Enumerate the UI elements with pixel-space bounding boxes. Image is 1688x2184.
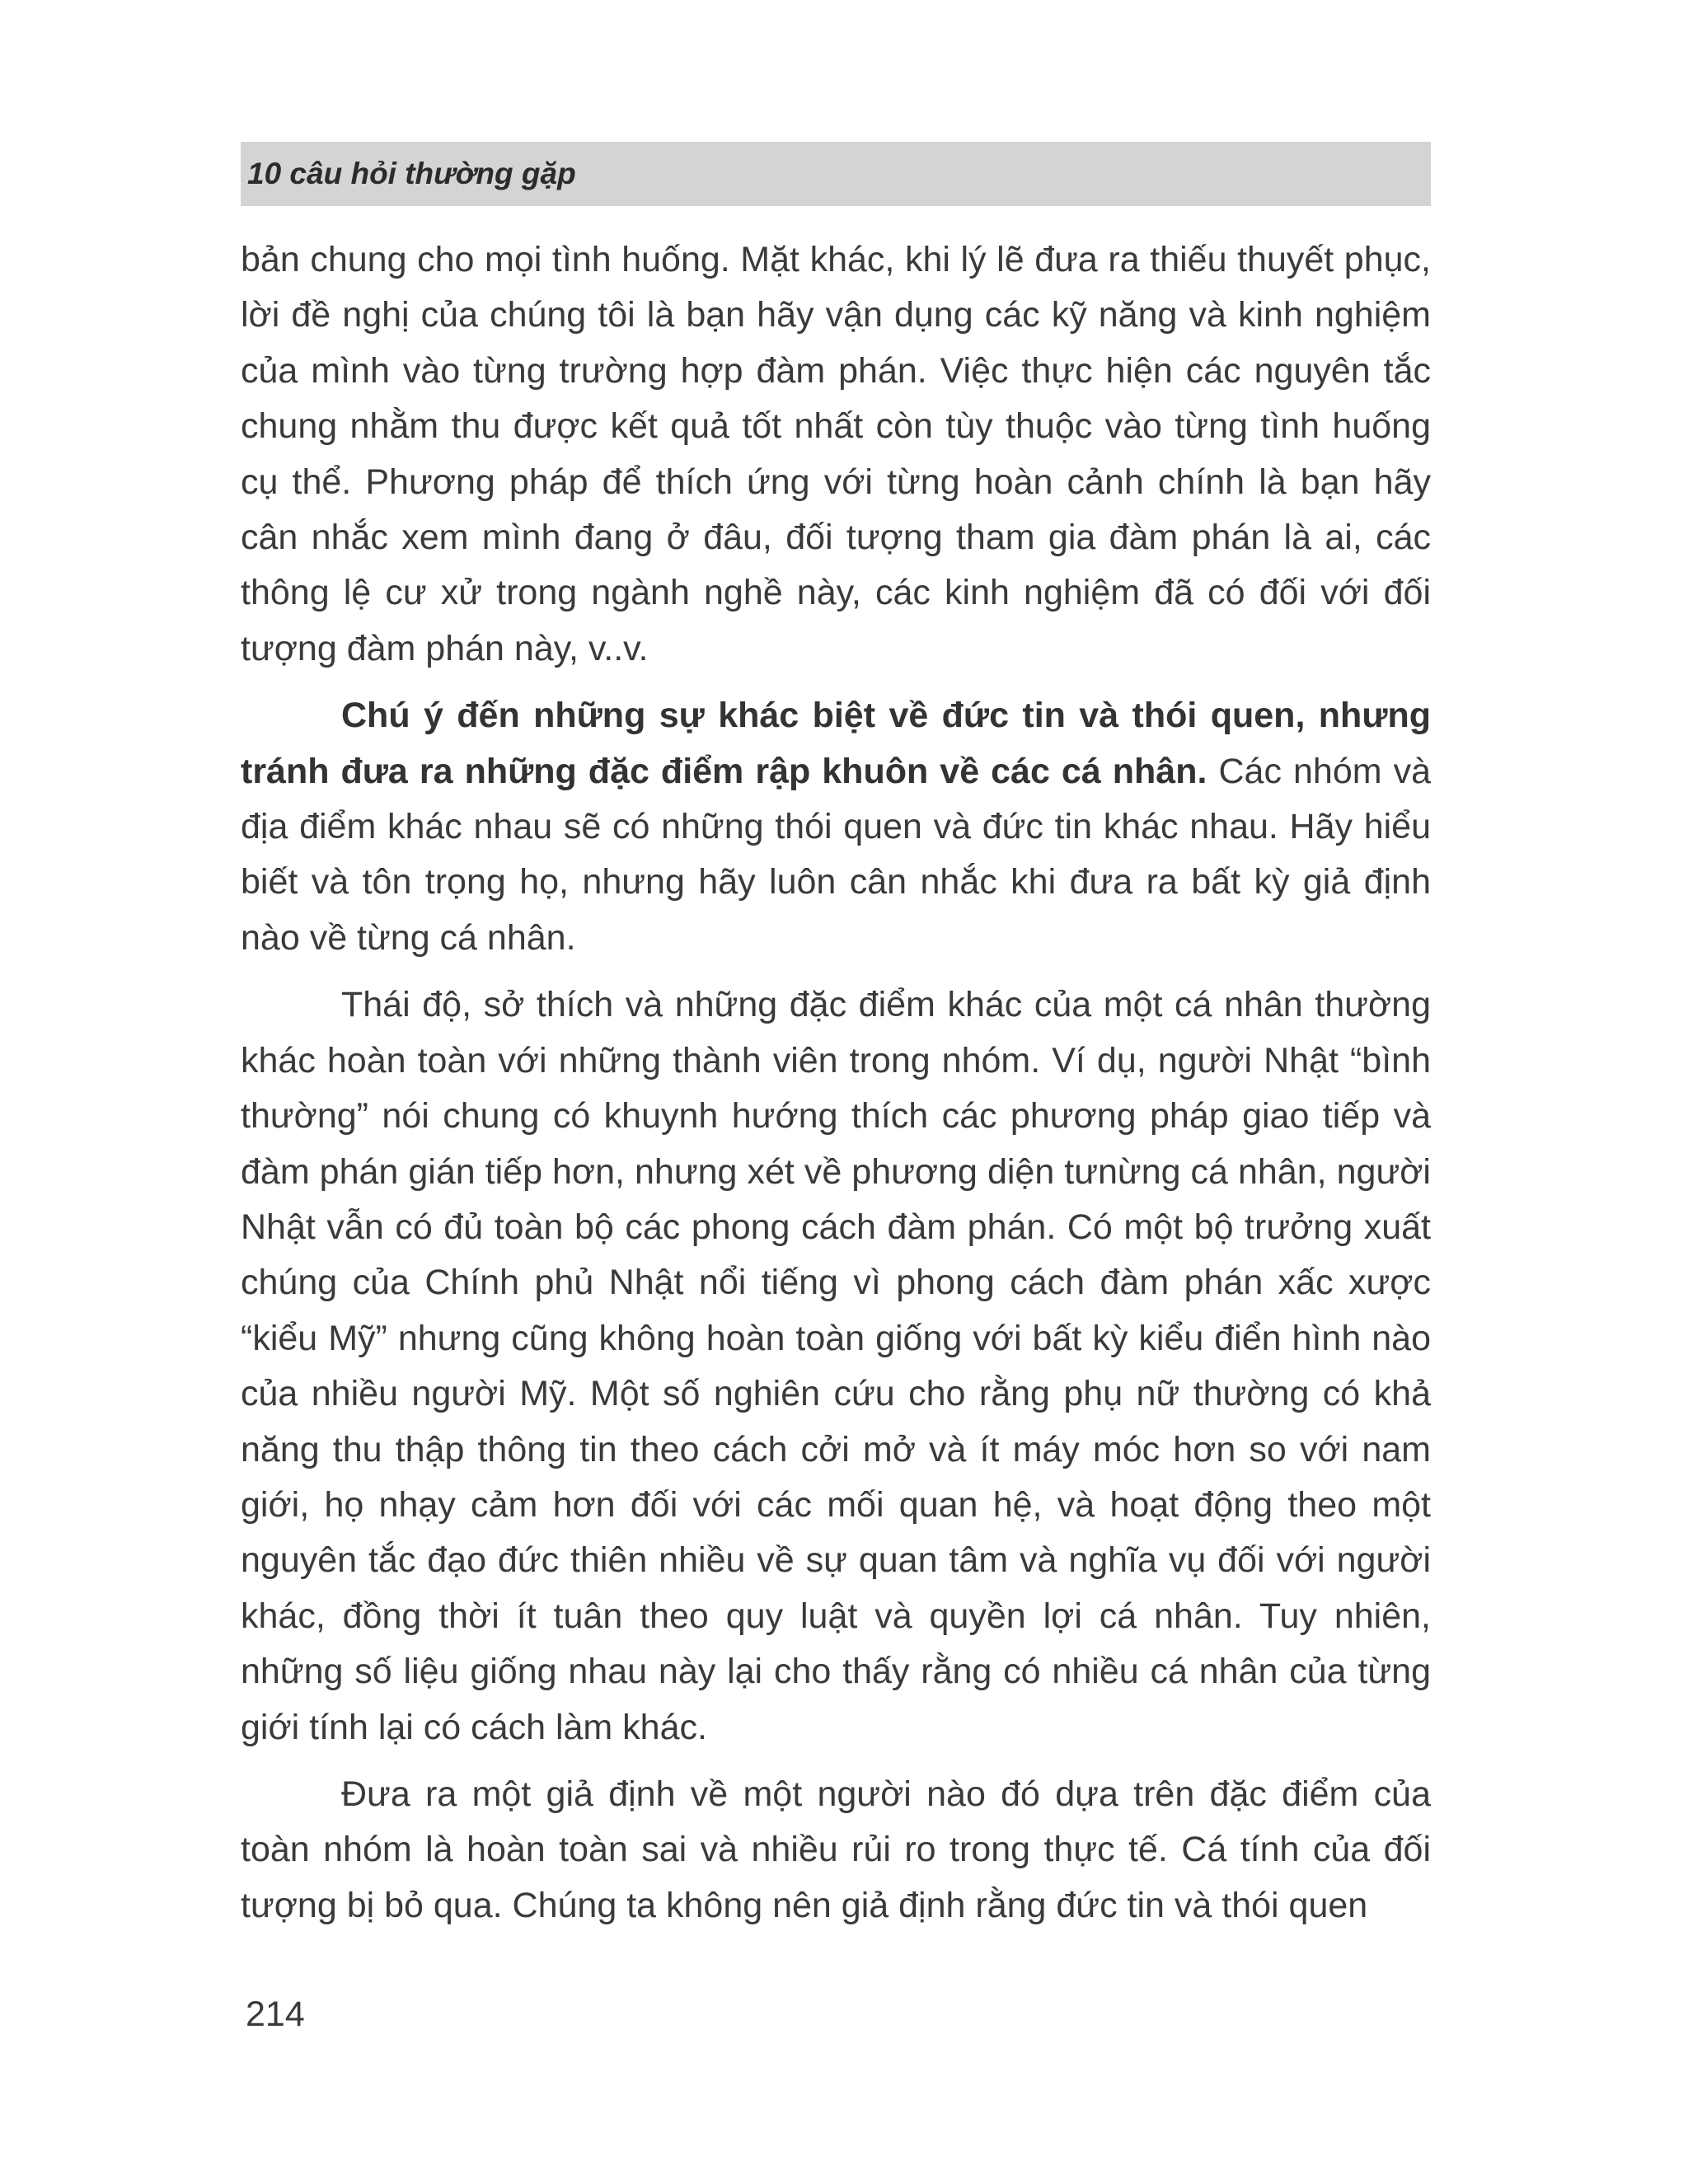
page-number: 214 bbox=[246, 1994, 305, 2034]
paragraph-continuation bbox=[241, 232, 1431, 677]
paragraph-cultural-differences bbox=[241, 688, 1431, 966]
paragraph-individual-traits bbox=[241, 977, 1431, 1755]
paragraph-4-text: Đưa ra một giả định về một người nào đó dựa trên đặc điểm của toàn nhóm là hoàn toàn sai và nhiều rủi ro trong thực tế. Cá tính của đối tượng bị bỏ qua. Chúng ta không nên giả định rằng đức tin và thói quen bbox=[241, 1774, 1431, 1925]
paragraph-1-text: bản chung cho mọi tình huống. Mặt khác, khi lý lẽ đưa ra thiếu thuyết phục, lời đề nghị của chúng tôi là bạn hãy vận dụng các kỹ năng và kinh nghiệm của mình vào từng trường hợp đàm phán. Việc thực hiện các nguyên tắc chung nhằm thu được kết quả tốt nhất còn tùy thuộc vào từng tình huống cụ thể. Phương pháp để thích ứng với từng hoàn cảnh chính là bạn hãy cân nhắc xem mình đang ở đâu, đối tượng tham gia đàm phán là ai, các thông lệ cư xử trong ngành nghề này, các kinh nghiệm đã có đối với đối tượng đàm phán này, v..v. bbox=[241, 240, 1431, 668]
paragraph-2-bold-lead: Chú ý đến những sự khác biệt về đức tin và thói quen, nhưng tránh đưa ra những đặc điểm rập khuôn về các cá nhân. bbox=[241, 696, 1431, 791]
paragraph-3-text: Thái độ, sở thích và những đặc điểm khác của một cá nhân thường khác hoàn toàn với những thành viên trong nhóm. Ví dụ, người Nhật “bình thường” nói chung có khuynh hướng thích các phương pháp giao tiếp và đàm phán gián tiếp hơn, nhưng xét về phương diện tưnừng cá nhân, người Nhật vẫn có đủ toàn bộ các phong cách đàm phán. Có một bộ trưởng xuất chúng của Chính phủ Nhật nổi tiếng vì phong cách đàm phán xấc xược “kiểu Mỹ” nhưng cũng không hoàn toàn giống với bất kỳ kiểu điển hình nào của nhiều người Mỹ. Một số nghiên cứu cho rằng phụ nữ thường có khả năng thu thập thông tin theo cách cởi mở và ít máy móc hơn so với nam giới, họ nhạy cảm hơn đối với các mối quan hệ, và hoạt động theo một nguyên tắc đạo đức thiên nhiều về sự quan tâm và nghĩa vụ đối với người khác, đồng thời ít tuân theo quy luật và quyền lợi cá nhân. Tuy nhiên, những số liệu giống nhau này lại cho thấy rằng có nhiều cá nhân của từng giới tính lại có cách làm khác. bbox=[241, 985, 1431, 1747]
body-text bbox=[241, 232, 1431, 1933]
running-header bbox=[241, 142, 1431, 206]
running-header-title: 10 câu hỏi thường gặp bbox=[247, 157, 576, 190]
paragraph-2-text: Các nhóm và địa điểm khác nhau sẽ có những thói quen và đức tin khác nhau. Hãy hiểu biết và tôn trọng họ, nhưng hãy luôn cân nhắc khi đưa ra bất kỳ giả định nào về từng cá nhân. bbox=[241, 751, 1431, 958]
paragraph-group-assumption bbox=[241, 1767, 1431, 1933]
